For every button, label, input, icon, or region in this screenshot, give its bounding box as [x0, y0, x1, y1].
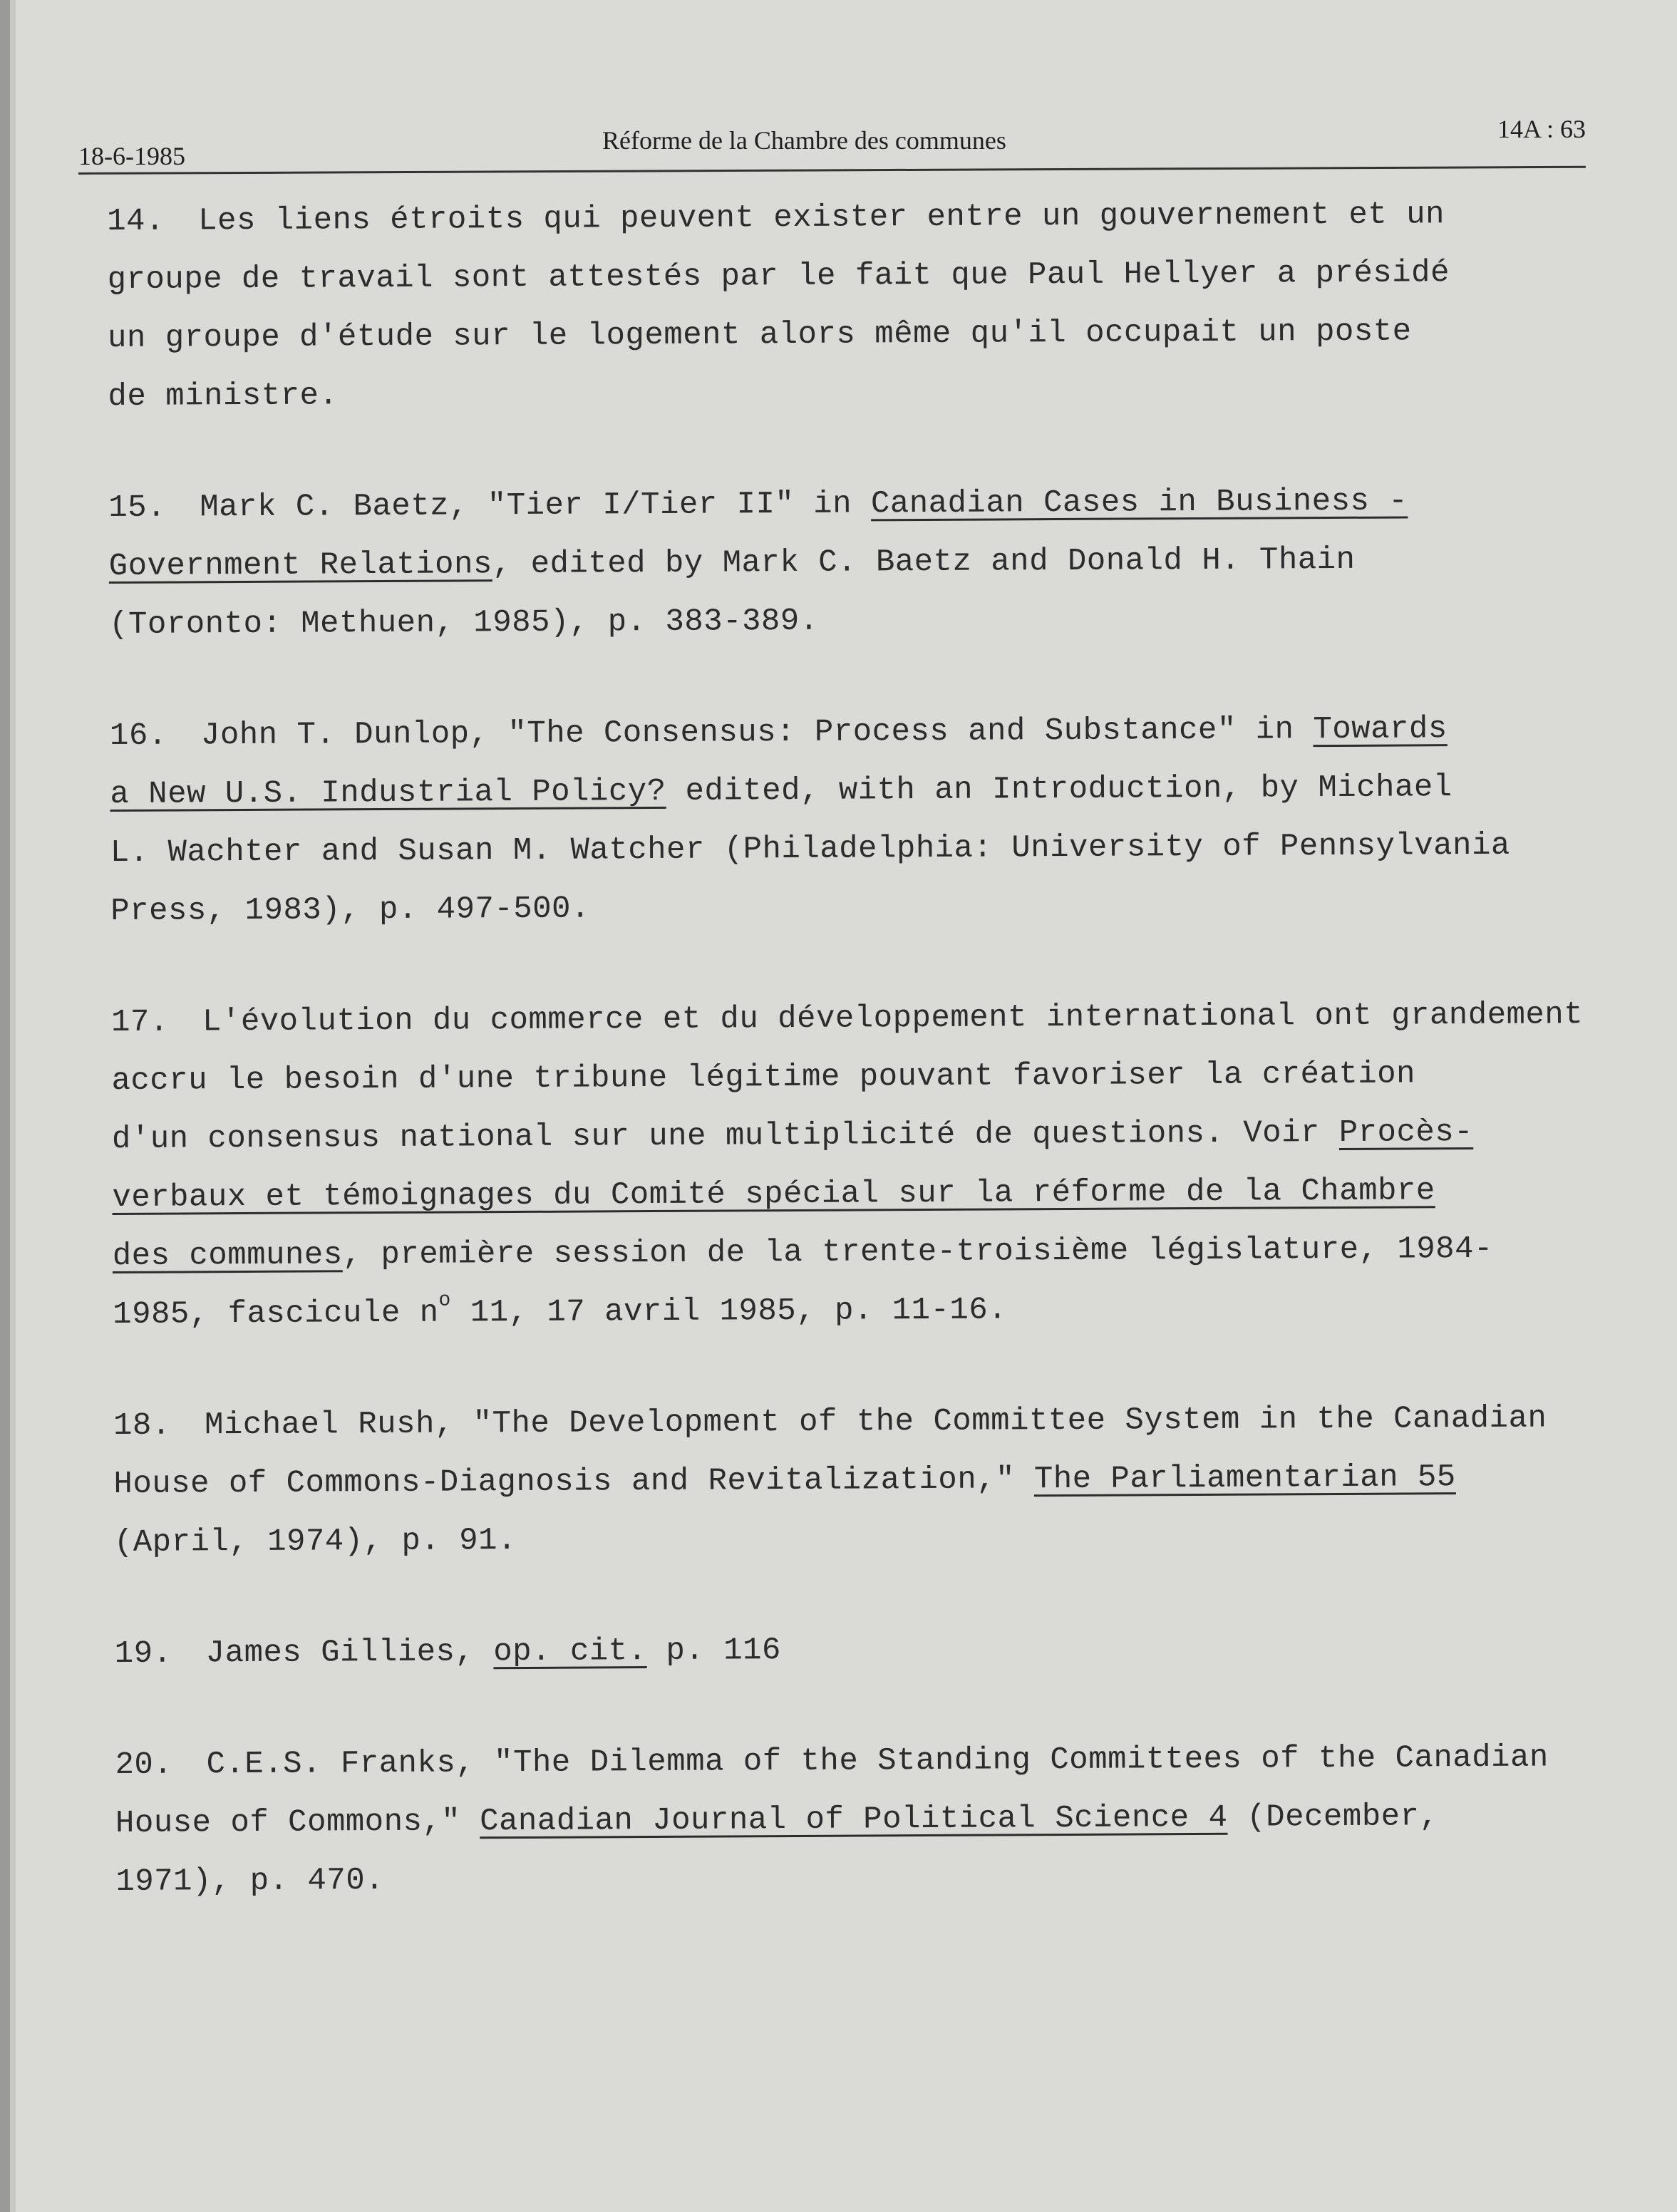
text-segment: 1985, fascicule n	[113, 1295, 439, 1333]
footnote-line	[110, 758, 1592, 824]
footnote-number: 20.	[115, 1747, 173, 1783]
page-header	[78, 114, 1586, 178]
footnote-17	[111, 986, 1596, 1344]
footnote-line	[113, 1389, 1596, 1455]
footnote-line	[107, 243, 1589, 309]
footnote-20	[115, 1728, 1598, 1911]
footnote-line	[114, 1506, 1596, 1572]
text-segment: John T. Dunlop, "The Consensus: Process and Substance" in	[200, 712, 1314, 754]
text-segment: L'évolution du commerce et du développement international ont grandement	[202, 997, 1584, 1040]
footnote-number: 17.	[110, 1004, 169, 1040]
footnote-line	[108, 471, 1591, 537]
underlined-title: op. cit.	[493, 1633, 647, 1670]
footnote-line	[108, 360, 1590, 426]
text-segment: Les liens étroits qui peuvent exister entre un gouvernement et un	[198, 197, 1445, 239]
underlined-title: Procès-	[1338, 1114, 1474, 1151]
text-segment: (Toronto: Methuen, 1985), p. 383-389.	[109, 603, 819, 643]
footnote-number: 16.	[109, 718, 167, 754]
footnote-19	[115, 1617, 1597, 1683]
footnote-number: 14.	[107, 203, 165, 239]
footnote-line	[110, 816, 1593, 882]
text-segment: accru le besoin d'une tribune légitime pouvant favoriser la création	[111, 1056, 1416, 1099]
footnote-line	[115, 1617, 1597, 1683]
footnote-line	[113, 1278, 1595, 1344]
footnote-line	[111, 986, 1594, 1052]
underlined-title: The Parliamentarian 55	[1033, 1459, 1456, 1498]
underlined-title: Canadian Cases in Business -	[870, 483, 1408, 522]
footnote-line	[115, 1845, 1598, 1911]
footnote-line	[113, 1219, 1595, 1286]
underlined-title: des communes	[112, 1237, 343, 1274]
text-segment: , première session de la trente-troisième législature, 1984-	[342, 1231, 1494, 1273]
text-segment: L. Wachter and Susan M. Watcher (Philadelphia: University of Pennsylvania	[110, 827, 1510, 871]
text-segment: C.E.S. Franks, "The Dilemma of the Standing Committees of the Canadian	[206, 1740, 1549, 1783]
footnote-line	[109, 588, 1591, 654]
text-segment: un groupe d'étude sur le logement alors même qu'il occupait un poste	[107, 314, 1412, 356]
page-left-shadow	[10, 0, 16, 2212]
footnote-line	[110, 874, 1593, 941]
header-date: 18-6-1985	[78, 142, 185, 170]
underlined-title: Towards	[1313, 711, 1448, 748]
footnote-line	[111, 1044, 1594, 1110]
text-segment: 11, 17 avril 1985, p. 11-16.	[450, 1292, 1008, 1331]
footnote-line	[115, 1728, 1597, 1794]
text-segment: Mark C. Baetz, "Tier I/Tier II" in	[200, 486, 872, 526]
footnote-line	[109, 529, 1591, 596]
text-segment: House of Commons,"	[115, 1804, 480, 1841]
page-left-edge	[0, 0, 10, 2212]
text-segment: de ministre.	[108, 378, 339, 415]
text-segment: (December,	[1227, 1799, 1439, 1836]
text-segment: d'un consensus national sur une multiplicité de questions. Voir	[111, 1115, 1339, 1157]
underlined-title: verbaux et témoignages du Comité spécial sur la réforme de la Chambre	[112, 1173, 1435, 1216]
text-segment: groupe de travail sont attestés par le fait que Paul Hellyer a présidé	[107, 255, 1450, 298]
footnote-line	[115, 1787, 1598, 1853]
superscript: o	[438, 1289, 451, 1312]
header-page-number: 14A : 63	[1497, 115, 1586, 143]
footnote-line	[107, 185, 1589, 251]
footnote-line	[108, 301, 1590, 368]
footnote-14	[107, 185, 1591, 426]
text-segment: (April, 1974), p. 91.	[113, 1523, 517, 1561]
text-segment: James Gillies,	[205, 1634, 494, 1672]
footnote-line	[112, 1102, 1594, 1169]
footnote-18	[113, 1389, 1596, 1572]
underlined-title: a New U.S. Industrial Policy?	[110, 773, 666, 812]
text-segment: Press, 1983), p. 497-500.	[110, 891, 591, 929]
underlined-title: Government Relations	[108, 547, 492, 584]
footnote-number: 19.	[114, 1635, 172, 1672]
text-segment: p. 116	[646, 1633, 782, 1670]
underlined-title: Canadian Journal of Political Science 4	[480, 1799, 1228, 1840]
footnote-line	[110, 699, 1592, 765]
header-rule	[78, 166, 1586, 175]
footnotes-list	[107, 185, 1599, 1964]
footnote-number: 15.	[108, 490, 167, 526]
text-segment: edited, with an Introduction, by Michael	[666, 770, 1452, 810]
text-segment: , edited by Mark C. Baetz and Donald H. Thain	[492, 542, 1356, 583]
footnote-line	[112, 1161, 1594, 1227]
text-segment: Michael Rush, "The Development of the Committee System in the Canadian	[204, 1400, 1547, 1444]
footnote-number: 18.	[113, 1407, 171, 1444]
footnote-15	[108, 471, 1591, 654]
header-title: Réforme de la Chambre des communes	[602, 126, 1006, 155]
footnote-16	[110, 699, 1594, 941]
text-segment: House of Commons-Diagnosis and Revitalization,"	[113, 1462, 1035, 1502]
text-segment: 1971), p. 470.	[115, 1862, 385, 1900]
footnote-line	[113, 1447, 1596, 1514]
